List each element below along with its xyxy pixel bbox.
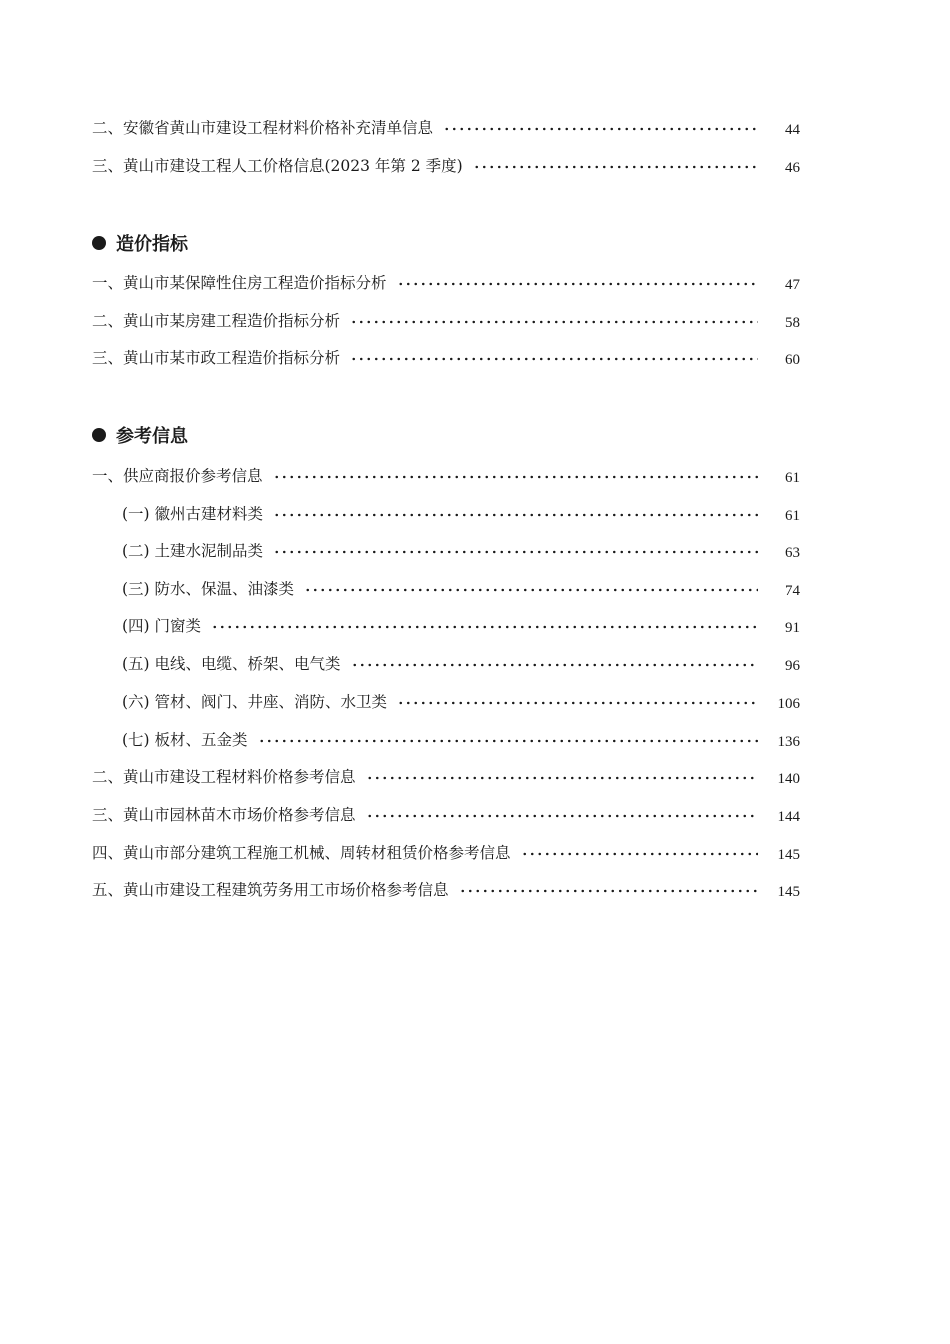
dot-leader [304, 577, 758, 601]
toc-subentry[interactable] [122, 577, 800, 601]
toc-entry[interactable] [92, 154, 800, 178]
dot-leader [273, 502, 758, 526]
toc-entry-title: 一、供应商报价参考信息 [92, 467, 263, 485]
toc-entry-title: 三、黄山市某市政工程造价指标分析 [92, 349, 341, 367]
toc-entry-title: 二、安徽省黄山市建设工程材料价格补充清单信息 [92, 119, 434, 137]
toc-entry-page: 74 [785, 583, 800, 599]
toc-entry-page: 145 [777, 884, 800, 900]
toc-entry[interactable] [92, 878, 800, 902]
section-heading [92, 422, 188, 448]
toc-entry-title: (七) 板材、五金类 [122, 731, 248, 749]
toc-entry-title: (四) 门窗类 [122, 617, 202, 635]
toc-entry-title: (五) 电线、电缆、桥架、电气类 [122, 655, 341, 673]
toc-entry[interactable] [92, 309, 800, 333]
dot-leader [351, 652, 758, 676]
toc-subentry[interactable] [122, 652, 800, 676]
dot-leader [350, 346, 758, 370]
dot-leader [211, 614, 758, 638]
toc-entry-title: (二) 土建水泥制品类 [122, 542, 264, 560]
toc-entry-page: 44 [785, 122, 800, 138]
toc-entry-title: 三、黄山市建设工程人工价格信息(2023 年第 2 季度) [92, 157, 463, 175]
toc-entry-title: 二、黄山市建设工程材料价格参考信息 [92, 768, 356, 786]
toc-entry[interactable] [92, 346, 800, 370]
toc-entry-page: 61 [785, 508, 800, 524]
toc-subentry[interactable] [122, 539, 800, 563]
toc-entry[interactable] [92, 841, 800, 865]
toc-entry[interactable] [92, 765, 800, 789]
toc-subentry[interactable] [122, 728, 800, 752]
toc-entry-page: 60 [785, 352, 800, 368]
dot-leader [397, 271, 758, 295]
toc-entry-page: 144 [777, 809, 800, 825]
dot-leader [459, 878, 758, 902]
toc-entry-title: (一) 徽州古建材料类 [122, 505, 264, 523]
dot-leader [366, 803, 758, 827]
toc-entry-title: (六) 管材、阀门、井座、消防、水卫类 [122, 693, 388, 711]
toc-entry-page: 47 [785, 277, 800, 293]
toc-entry-page: 63 [785, 545, 800, 561]
bullet-icon [92, 236, 106, 250]
toc-subentry[interactable] [122, 502, 800, 526]
dot-leader [273, 539, 758, 563]
dot-leader [366, 765, 758, 789]
toc-entry[interactable] [92, 271, 800, 295]
toc-entry-title: 五、黄山市建设工程建筑劳务用工市场价格参考信息 [92, 881, 449, 899]
dot-leader [473, 154, 758, 178]
section-heading [92, 230, 188, 256]
toc-entry-title: (三) 防水、保温、油漆类 [122, 580, 295, 598]
bullet-icon [92, 428, 106, 442]
dot-leader [521, 841, 758, 865]
toc-entry-page: 140 [777, 771, 800, 787]
toc-entry-title: 一、黄山市某保障性住房工程造价指标分析 [92, 274, 387, 292]
toc-entry-title: 四、黄山市部分建筑工程施工机械、周转材租赁价格参考信息 [92, 844, 511, 862]
toc-entry-page: 136 [777, 734, 800, 750]
toc-entry-title: 三、黄山市园林苗木市场价格参考信息 [92, 806, 356, 824]
dot-leader [397, 690, 758, 714]
section-heading-label: 造价指标 [116, 234, 188, 255]
toc-entry[interactable] [92, 803, 800, 827]
toc-entry-page: 145 [777, 847, 800, 863]
section-heading-label: 参考信息 [116, 426, 188, 447]
dot-leader [258, 728, 758, 752]
toc-entry-page: 58 [785, 315, 800, 331]
toc-entry-page: 106 [777, 696, 800, 712]
dot-leader [443, 116, 758, 140]
toc-entry-title: 二、黄山市某房建工程造价指标分析 [92, 312, 341, 330]
toc-entry-page: 61 [785, 470, 800, 486]
toc-subentry[interactable] [122, 614, 800, 638]
dot-leader [350, 309, 758, 333]
toc-entry-page: 96 [785, 658, 800, 674]
toc-entry[interactable] [92, 116, 800, 140]
toc-entry-page: 46 [785, 160, 800, 176]
dot-leader [273, 464, 758, 488]
toc-entry-page: 91 [785, 620, 800, 636]
toc-entry[interactable] [92, 464, 800, 488]
toc-subentry[interactable] [122, 690, 800, 714]
